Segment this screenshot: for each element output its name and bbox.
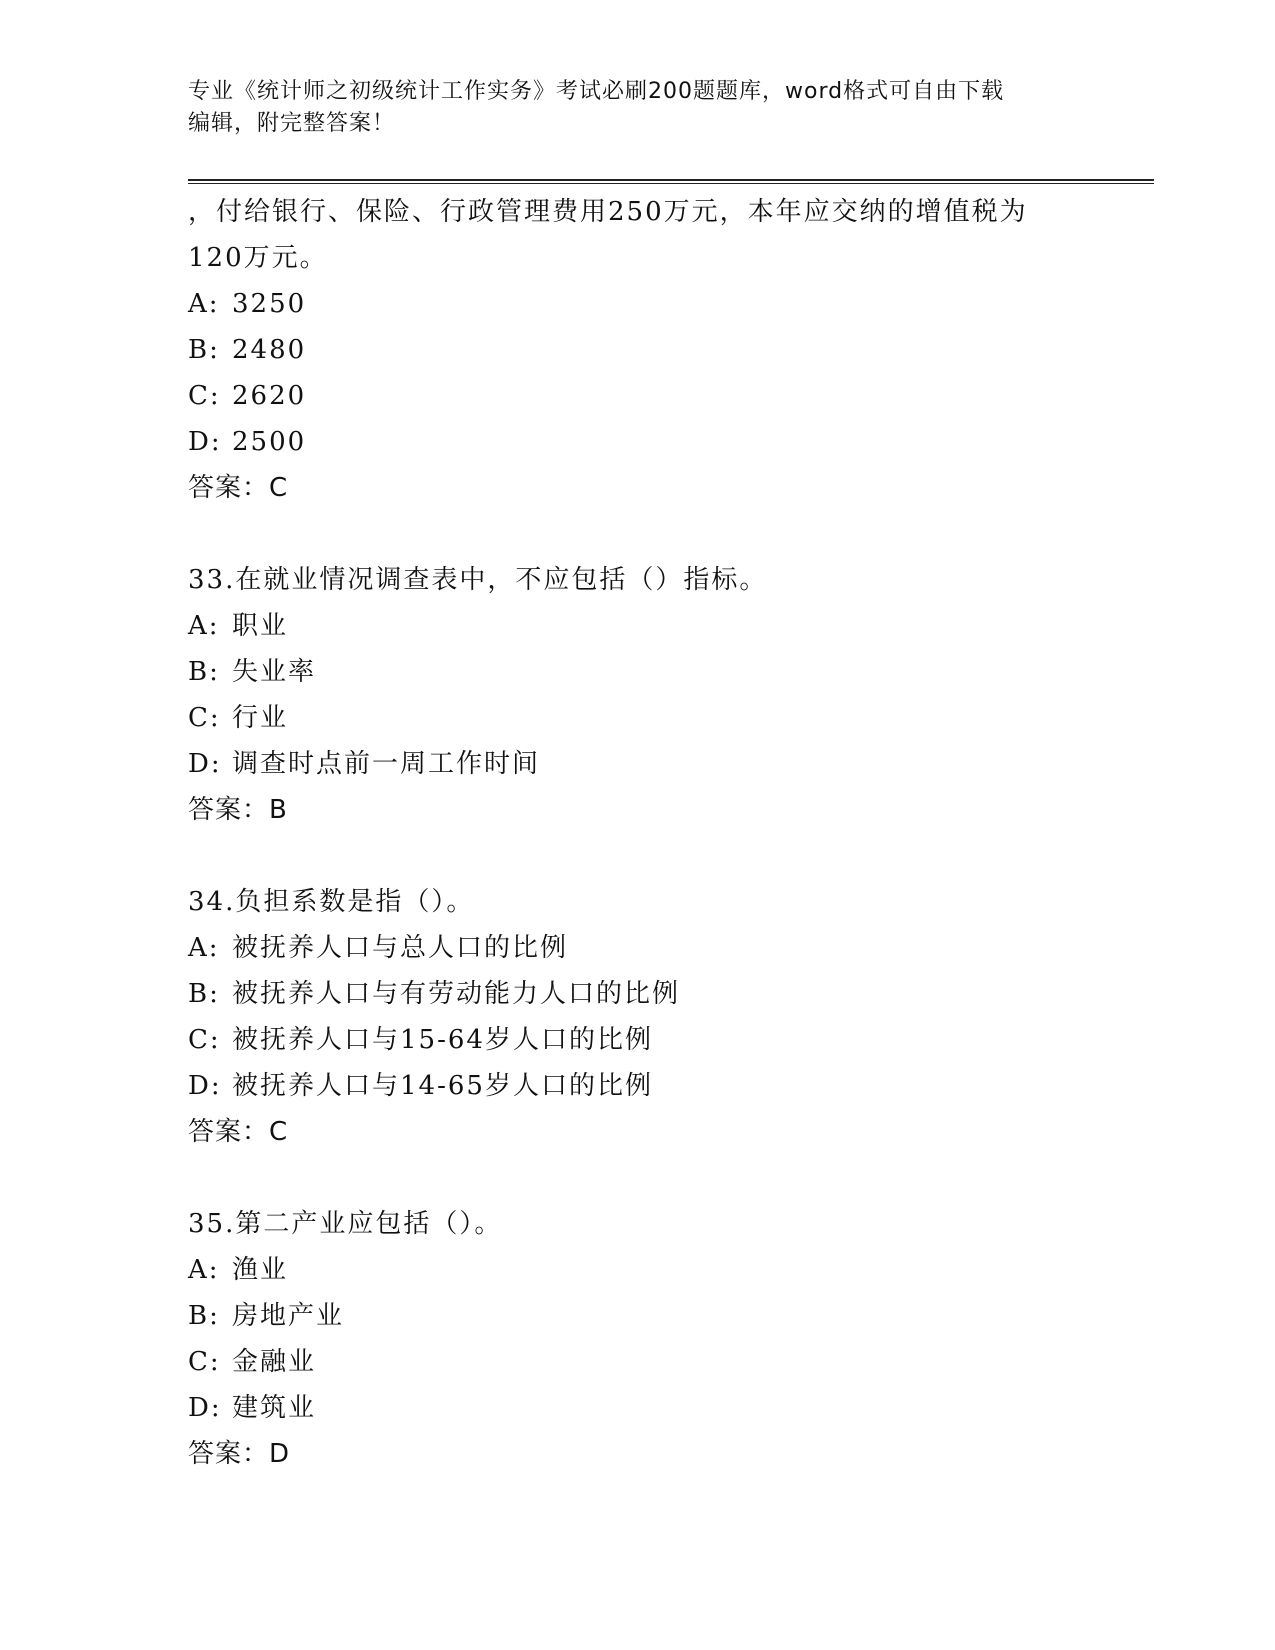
option-a bbox=[188, 281, 1148, 327]
option-text: 被抚养人口与15-64岁人口的比例 bbox=[232, 1025, 653, 1055]
header-title-line-2: 编辑，附完整答案！ bbox=[188, 111, 396, 136]
option-c bbox=[188, 1339, 1148, 1385]
question-stem: ，付给银行、保险、行政管理费用250万元，本年应交纳的增值税为 bbox=[188, 197, 1028, 227]
option-text: 被抚养人口与有劳动能力人口的比例 bbox=[232, 979, 681, 1009]
answer-line: 答案：C bbox=[188, 473, 289, 503]
option-d bbox=[188, 1385, 1148, 1431]
question-stem: 33.在就业情况调查表中，不应包括（）指标。 bbox=[188, 565, 768, 595]
option-label: A: bbox=[188, 1255, 220, 1285]
header-divider-thick bbox=[188, 179, 1154, 181]
option-label: B: bbox=[188, 335, 220, 365]
question-stem: 34.负担系数是指（）。 bbox=[188, 887, 475, 917]
option-text: 房地产业 bbox=[232, 1301, 345, 1331]
option-label: D: bbox=[188, 1071, 222, 1101]
option-b bbox=[188, 1293, 1148, 1339]
document-body bbox=[188, 189, 1148, 1477]
option-text: 职业 bbox=[232, 611, 289, 641]
option-label: C: bbox=[188, 1347, 221, 1377]
question-stem: 120万元。 bbox=[188, 243, 328, 273]
option-label: B: bbox=[188, 979, 220, 1009]
option-label: C: bbox=[188, 703, 221, 733]
option-label: D: bbox=[188, 749, 222, 779]
option-label: A: bbox=[188, 933, 220, 963]
option-text: 2500 bbox=[232, 427, 307, 457]
answer-line: 答案：D bbox=[188, 1439, 291, 1469]
option-label: C: bbox=[188, 381, 221, 411]
option-b bbox=[188, 327, 1148, 373]
spacer bbox=[188, 511, 1148, 557]
option-label: B: bbox=[188, 1301, 220, 1331]
option-text: 失业率 bbox=[232, 657, 317, 687]
option-c bbox=[188, 373, 1148, 419]
header-title-line-1: 专业《统计师之初级统计工作实务》考试必刷200题题库，word格式可自由下载 bbox=[188, 79, 1005, 104]
option-label: D: bbox=[188, 1393, 222, 1423]
spacer bbox=[188, 1155, 1148, 1201]
option-a bbox=[188, 603, 1148, 649]
answer-line: 答案：C bbox=[188, 1117, 289, 1147]
option-b bbox=[188, 649, 1148, 695]
option-text: 建筑业 bbox=[232, 1393, 317, 1423]
option-label: D: bbox=[188, 427, 222, 457]
option-label: C: bbox=[188, 1025, 221, 1055]
option-text: 2620 bbox=[232, 381, 307, 411]
option-text: 被抚养人口与总人口的比例 bbox=[232, 933, 569, 963]
option-d bbox=[188, 741, 1148, 787]
option-text: 调查时点前一周工作时间 bbox=[232, 749, 541, 779]
option-d bbox=[188, 419, 1148, 465]
option-c bbox=[188, 1017, 1148, 1063]
option-c bbox=[188, 695, 1148, 741]
option-label: A: bbox=[188, 289, 220, 319]
option-b bbox=[188, 971, 1148, 1017]
spacer bbox=[188, 833, 1148, 879]
question-block-continued bbox=[188, 189, 1148, 511]
question-stem: 35.第二产业应包括（）。 bbox=[188, 1209, 503, 1239]
option-label: A: bbox=[188, 611, 220, 641]
question-block-34 bbox=[188, 879, 1148, 1155]
question-block-35 bbox=[188, 1201, 1148, 1477]
option-text: 被抚养人口与14-65岁人口的比例 bbox=[232, 1071, 653, 1101]
option-text: 2480 bbox=[232, 335, 307, 365]
option-a bbox=[188, 925, 1148, 971]
option-label: B: bbox=[188, 657, 220, 687]
header-divider-thin bbox=[188, 183, 1154, 184]
option-text: 金融业 bbox=[232, 1347, 317, 1377]
option-d bbox=[188, 1063, 1148, 1109]
question-block-33 bbox=[188, 557, 1148, 833]
option-text: 行业 bbox=[232, 703, 289, 733]
option-text: 渔业 bbox=[232, 1255, 289, 1285]
option-a bbox=[188, 1247, 1148, 1293]
document-header bbox=[188, 76, 1068, 140]
answer-line: 答案：B bbox=[188, 795, 288, 825]
option-text: 3250 bbox=[232, 289, 307, 319]
